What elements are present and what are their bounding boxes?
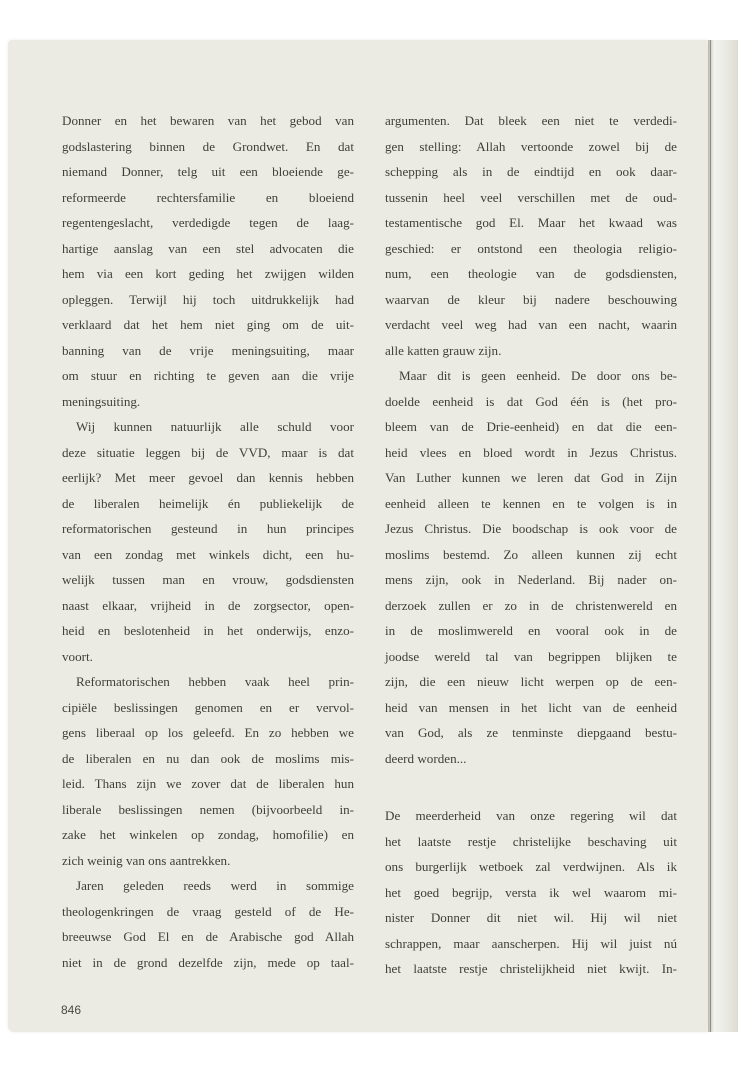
left-text-column [62, 108, 354, 975]
text-line: schepping als in de eindtijd en ook daar- [385, 164, 677, 179]
text-line: meningsuiting. [62, 393, 141, 409]
text-line: heid vlees en bloed wordt in Jezus Christus. [385, 444, 677, 460]
text-line: tussenin heel veel verschillen met de oud- [385, 189, 677, 205]
text-line: het goed begrijp, versta ik wel waarom mi- [385, 884, 677, 900]
text-line: Jaren geleden reeds werd in sommige [76, 878, 354, 893]
text-line: breeuwse God El en de Arabische god Allah [62, 929, 354, 944]
right-text-column [385, 108, 677, 982]
text-line: deze situatie leggen bij de VVD, maar is dat [62, 444, 354, 460]
text-line: heid van mensen in het licht van de eenheid [385, 699, 677, 715]
right-column-second-section [385, 803, 677, 982]
text-line: gens liberaal op los geleefd. En zo hebben we [62, 725, 354, 740]
text-line: Maar dit is geen eenheid. De door ons be- [399, 368, 677, 383]
text-line: voort. [62, 648, 93, 664]
text-line: niemand Donner, telg uit een bloeiende ge- [62, 164, 354, 179]
text-line: bleem van de Drie-eenheid) en dat die een- [385, 419, 677, 434]
text-line: num, een theologie van de godsdiensten, [385, 266, 677, 281]
section-break [385, 771, 677, 803]
text-line: cipiële beslissingen genomen en er vervol- [62, 699, 354, 715]
text-line: in de moslimwereld en vooral ook in de [385, 623, 677, 638]
text-line: de liberalen heimelijk én publiekelijk de [62, 495, 354, 511]
text-line: de liberalen en nu dan ook de moslims mis- [62, 750, 354, 766]
text-line: Reformatorischen hebben vaak heel prin- [76, 674, 354, 689]
text-line: moslims bestemd. Zo alleen kunnen zij echt [385, 546, 677, 562]
text-line: niet in de grond dezelfde zijn, mede op taal- [62, 954, 354, 970]
text-line: eerlijk? Met meer gevoel dan kennis hebben [62, 470, 354, 485]
text-line: zake het winkelen op zondag, homofilie) en [62, 827, 354, 842]
text-line: zich weinig van ons aantrekken. [62, 852, 231, 868]
text-line: doelde eenheid is dat God één is (het pro- [385, 393, 677, 409]
text-line: naast elkaar, vrijheid in de zorgsector, open- [62, 597, 354, 613]
text-line: liberale beslissingen nemen (bijvoorbeeld in- [62, 801, 354, 817]
text-line: banning van de vrije meningsuiting, maar [62, 342, 354, 358]
text-line: deerd worden... [385, 750, 467, 766]
text-line: waarvan de kleur bij nadere beschouwing [385, 291, 677, 307]
book-binding-edge [708, 40, 738, 1032]
text-line: mens zijn, ook in Nederland. Bij nader on- [385, 572, 677, 587]
text-line: theologenkringen de vraag gesteld of de He- [62, 903, 354, 919]
text-line: nister Donner dit niet wil. Hij wil niet [385, 910, 677, 925]
text-line: van een zondag met winkels dicht, een hu- [62, 546, 354, 562]
text-line: heid en beslotenheid in het onderwijs, enzo- [62, 623, 354, 638]
text-line: geschied: er ontstond een theologia religio- [385, 240, 677, 256]
text-line: verklaard dat het hem niet ging om de uit- [62, 317, 354, 332]
text-line: leid. Thans zijn we zover dat de liberalen hun [62, 776, 354, 791]
text-line: alle katten grauw zijn. [385, 342, 502, 358]
text-line: godslastering binnen de Grondwet. En dat [62, 138, 354, 154]
text-line: om stuur en richting te geven aan die vrije [62, 368, 354, 383]
text-line: argumenten. Dat bleek een niet te verdedi- [385, 113, 677, 128]
text-line: eenheid alleen te kennen en te volgen is in [385, 495, 677, 511]
text-line: regentengeslacht, verdedigde tegen de laag- [62, 215, 354, 230]
text-line: De meerderheid van onze regering wil dat [385, 808, 677, 823]
text-line: hartige aanslag van een stel advocaten die [62, 240, 354, 256]
text-line: reformeerde rechtersfamilie en bloeiend [62, 189, 354, 205]
text-line: verdacht veel weg had van een nacht, waarin [385, 317, 677, 332]
text-line: van God, als ze tenminste diepgaand bestu- [385, 725, 677, 740]
text-line: opleggen. Terwijl hij toch uitdrukkelijk had [62, 291, 354, 307]
text-line: zijn, die een nieuw licht werpen op de een- [385, 674, 677, 689]
page-number: 846 [61, 1003, 82, 1017]
text-line: Donner en het bewaren van het gebod van [62, 113, 354, 128]
text-line: schrappen, maar aanscherpen. Hij wil juist nú [385, 935, 677, 951]
text-line: derzoek zullen er zo in de christenwereld en [385, 597, 677, 613]
text-line: gen stelling: Allah vertoonde zowel bij de [385, 138, 677, 154]
text-line: Jezus Christus. Die boodschap is ook voor de [385, 521, 677, 536]
text-line: reformatorischen gesteund in hun principes [62, 521, 354, 536]
text-line: ons burgerlijk wetboek zal verdwijnen. Als ik [385, 859, 677, 874]
text-line: het laatste restje christelijke beschaving uit [385, 833, 677, 849]
text-line: hem via een kort geding het zwijgen wilden [62, 266, 354, 281]
text-line: Wij kunnen natuurlijk alle schuld voor [76, 419, 354, 434]
text-line: testamentische god El. Maar het kwaad was [385, 215, 677, 230]
text-line: welijk tussen man en vrouw, godsdiensten [62, 572, 354, 587]
text-line: het laatste restje christelijkheid niet kwijt. In- [385, 961, 677, 976]
right-column-first-section [385, 108, 677, 771]
text-line: joodse wereld tal van begrippen blijken te [385, 648, 677, 664]
text-line: Van Luther kunnen we leren dat God in Zijn [385, 470, 677, 485]
